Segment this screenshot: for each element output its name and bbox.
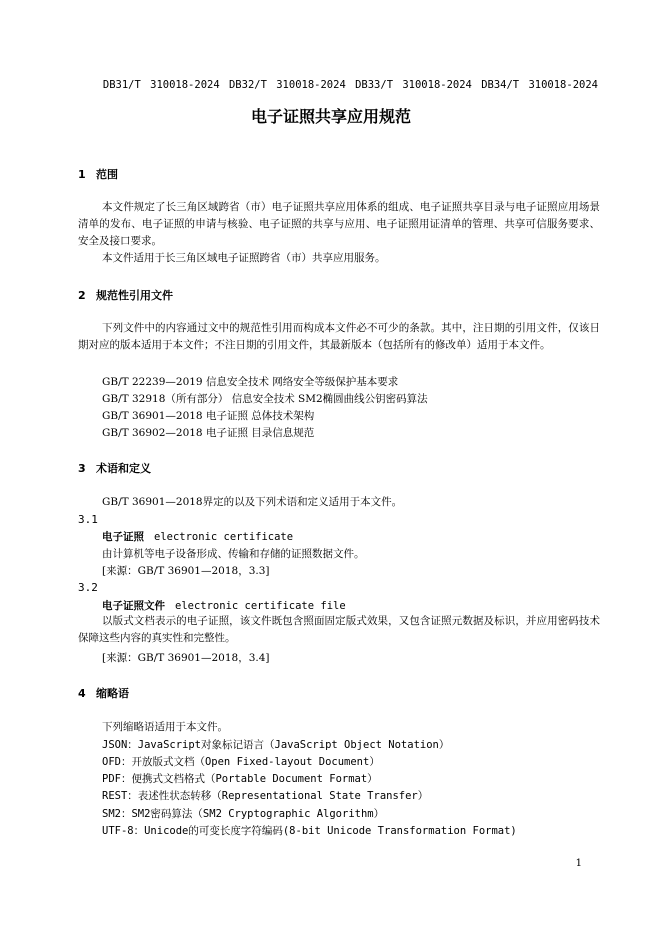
scope-paragraph-1: 本文件规定了长三角区域跨省（市）电子证照共享应用体系的组成、电子证照共享目录与电子证照应用场景清单的发布、电子证照的申请与核验、电子证照的共享与应用、电子证照用证清单的管理、共享可信服务要求、安全及接口要求。 <box>78 201 600 247</box>
abbreviation-item: JSON：JavaScript对象标记语言（JavaScript Object Notation） <box>102 739 450 751</box>
section-3-heading <box>78 460 151 476</box>
section-4-heading <box>78 685 129 701</box>
normative-references-paragraph: 下列文件中的内容通过文中的规范性引用而构成本文件必不可少的条款。其中，注日期的引用文件，仅该日期对应的版本适用于本文件；不注日期的引用文件，其最新版本（包括所有的修改单）适用于本文件。 <box>78 322 600 351</box>
reference-item: GB/T 32918（所有部分） 信息安全技术 SM2椭圆曲线公钥密码算法 <box>102 393 428 405</box>
clause-number: 3.2 <box>78 581 98 594</box>
abbreviations-intro: 下列缩略语适用于本文件。 <box>102 721 228 733</box>
term-source: [来源：GB/T 36901—2018，3.4] <box>102 652 270 664</box>
term-chinese: 电子证照文件 <box>102 600 165 612</box>
term-entry <box>102 598 346 613</box>
document-title: 电子证照共享应用规范 <box>250 107 411 126</box>
section-title: 术语和定义 <box>96 462 151 475</box>
abbreviation-item: PDF：便携式文档格式（Portable Document Format） <box>102 773 378 785</box>
section-number: 1 <box>78 168 86 181</box>
section-number: 3 <box>78 462 86 475</box>
term-english: electronic certificate file <box>175 600 346 612</box>
term-entry <box>102 529 293 544</box>
clause-number: 3.1 <box>78 513 98 526</box>
term-source: [来源：GB/T 36901—2018，3.3] <box>102 565 270 577</box>
reference-item: GB/T 36902—2018 电子证照 目录信息规范 <box>102 427 315 439</box>
section-title: 范围 <box>96 168 118 181</box>
section-1-heading <box>78 166 118 182</box>
section-title: 规范性引用文件 <box>96 289 173 302</box>
term-english: electronic certificate <box>154 531 294 543</box>
standard-number-header: DB31/T 310018-2024 DB32/T 310018-2024 DB33/T 310018-2024 DB34/T 310018-2024 <box>102 79 598 91</box>
page-number: 1 <box>575 858 582 869</box>
abbreviation-item: REST：表述性状态转移（Representational State Transfer） <box>102 790 429 802</box>
reference-item: GB/T 36901—2018 电子证照 总体技术架构 <box>102 410 315 422</box>
terms-intro: GB/T 36901—2018界定的以及下列术语和定义适用于本文件。 <box>102 496 403 508</box>
abbreviation-item: SM2：SM2密码算法（SM2 Cryptographic Algorithm） <box>102 808 385 820</box>
section-2-heading <box>78 287 173 303</box>
scope-paragraph-2: 本文件适用于长三角区域电子证照跨省（市）共享应用服务。 <box>102 252 386 264</box>
reference-item: GB/T 22239—2019 信息安全技术 网络安全等级保护基本要求 <box>102 376 399 388</box>
term-definition: 以版式文档表示的电子证照，该文件既包含照面固定版式效果，又包含证照元数据及标识，并应用密码技术保障这些内容的真实性和完整性。 <box>78 615 600 644</box>
section-number: 2 <box>78 289 86 302</box>
term-chinese: 电子证照 <box>102 531 144 543</box>
abbreviation-item: UTF-8：Unicode的可变长度字符编码(8-bit Unicode Transformation Format) <box>102 825 517 837</box>
section-number: 4 <box>78 687 86 700</box>
abbreviation-item: OFD：开放版式文档（Open Fixed-layout Document） <box>102 756 380 768</box>
section-title: 缩略语 <box>96 687 129 700</box>
term-definition: 由计算机等电子设备形成、传输和存储的证照数据文件。 <box>102 548 365 560</box>
